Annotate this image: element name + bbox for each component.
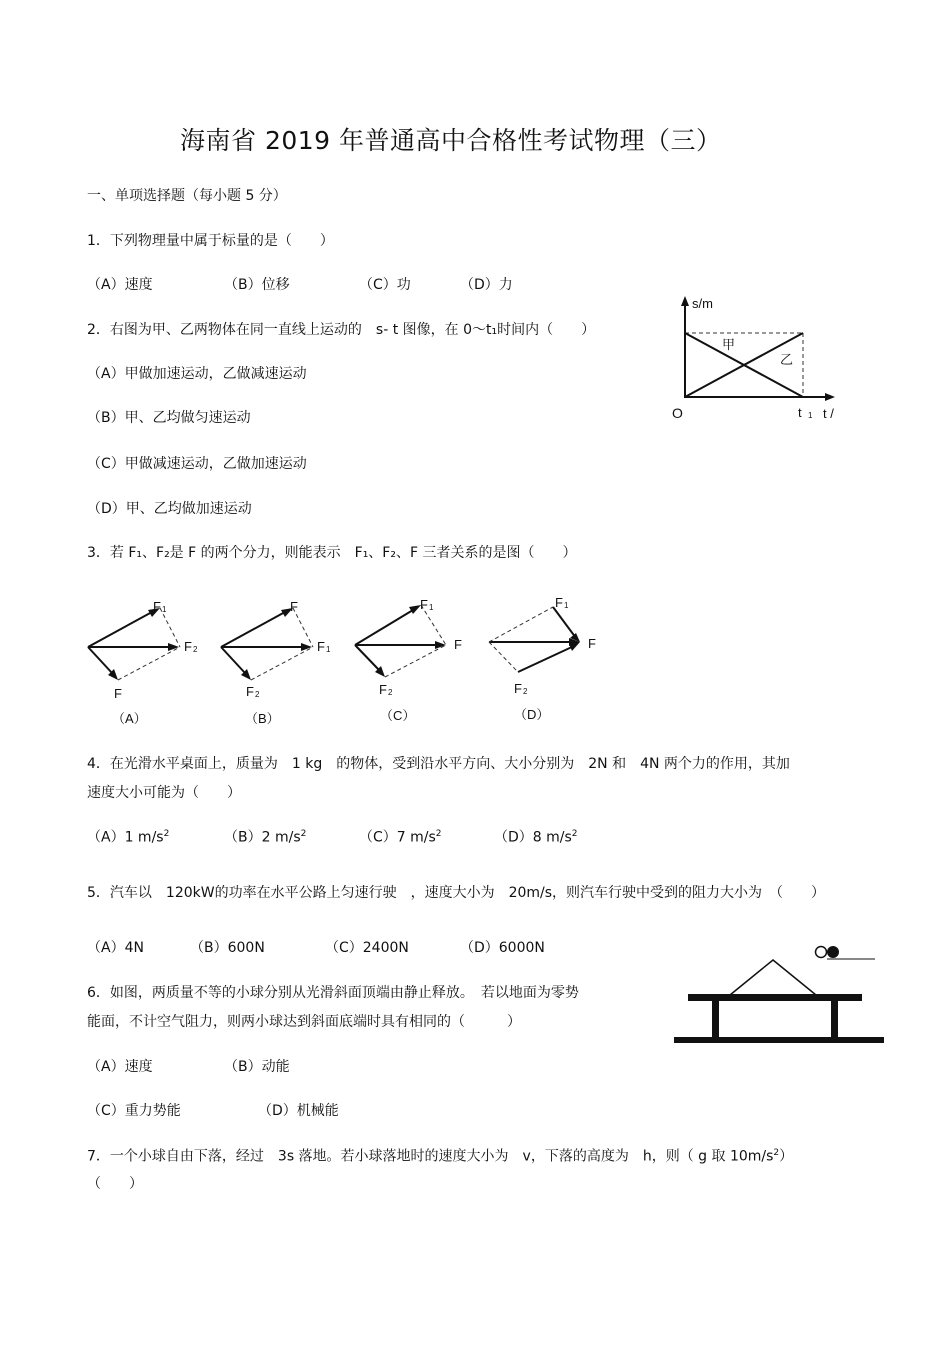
question-7-line-1: 7．一个小球自由下落，经过 3s 落地。若小球落地时的速度大小为 v，下落的高度为 h，则（ g 取 $10m/s^2$） (87, 1148, 794, 1165)
svg-text:1: 1 (162, 605, 167, 614)
y-axis-label: s/m (692, 296, 713, 311)
question-1-option-a: （A）速度 (87, 277, 153, 293)
force-figure-c (347, 590, 487, 725)
incline-table-figure (670, 940, 890, 1050)
svg-text:1: 1 (429, 603, 434, 612)
svg-text:2: 2 (255, 690, 260, 699)
question-1-stem: 1．下列物理量中属于标量的是（ ） (87, 233, 334, 249)
svg-text:F: F (454, 637, 462, 652)
question-5-option-d: （D）6000N (460, 940, 545, 956)
question-4-line-1: 4．在光滑水平桌面上，质量为 1 kg 的物体，受到沿水平方向、大小分别为 2N 和 4N 两个力的作用，其加 (87, 756, 790, 772)
question-6-option-c: （C）重力势能 (87, 1103, 181, 1119)
question-6-line-2: 能面，不计空气阻力，则两小球达到斜面底端时具有相同的（ ） (87, 1014, 521, 1030)
t1-subscript: 1 (808, 411, 813, 420)
st-graph (660, 290, 850, 430)
force-figure-b (213, 595, 353, 730)
light-ball (816, 947, 827, 958)
section-heading: 一、单项选择题（每小题 5 分） (87, 188, 287, 204)
svg-text:（B）: （B） (245, 711, 280, 726)
svg-text:F: F (420, 597, 428, 612)
question-5-stem: 5．汽车以 120kW的功率在水平公路上匀速行驶 ，速度大小为 20m/s，则汽车行驶中受到的阻力大小为 （ ） (87, 885, 826, 901)
svg-text:F: F (317, 639, 325, 654)
page-title: 海南省 2019 年普通高中合格性考试物理（三） (180, 126, 722, 155)
question-6-line-1: 6．如图，两质量不等的小球分别从光滑斜面顶端由静止释放。 若以地面为零势 (87, 985, 579, 1001)
force-figure-a (80, 595, 220, 730)
svg-text:（D）: （D） (514, 707, 550, 722)
svg-text:F: F (290, 599, 298, 614)
svg-text:2: 2 (193, 645, 198, 654)
svg-text:1: 1 (326, 645, 331, 654)
svg-text:2: 2 (523, 687, 528, 696)
t1-label: t (798, 405, 802, 420)
x-axis-label: t / (823, 406, 834, 421)
question-2-option-d: （D）甲、乙均做加速运动 (87, 501, 252, 517)
question-3-stem: 3．若 F₁、F₂是 F 的两个分力，则能表示 F₁、F₂、F 三者关系的是图（ ） (87, 545, 577, 561)
question-1-option-b: （B）位移 (224, 277, 290, 293)
question-6-option-a: （A）速度 (87, 1059, 153, 1075)
heavy-ball (827, 946, 839, 958)
question-4-option-b: （B）2 $m/s^2$ (224, 829, 307, 846)
question-6-option-b: （B）动能 (224, 1059, 290, 1075)
question-1-option-d: （D）力 (460, 277, 513, 293)
question-6-option-d: （D）机械能 (258, 1103, 339, 1119)
question-1-option-c: （C）功 (359, 277, 411, 293)
svg-text:（A）: （A） (112, 711, 147, 726)
question-2-option-a: （A）甲做加速运动，乙做减速运动 (87, 366, 307, 382)
svg-text:F: F (588, 636, 596, 651)
question-4-option-d: （D）8 $m/s^2$ (494, 829, 578, 846)
question-2-option-c: （C）甲做减速运动，乙做加速运动 (87, 456, 307, 472)
question-2-stem: 2．右图为甲、乙两物体在同一直线上运动的 s- t 图像，在 0～t₁时间内（ ） (87, 322, 596, 338)
svg-text:1: 1 (564, 601, 569, 610)
question-5-option-b: （B）600N (190, 940, 265, 956)
svg-text:F: F (379, 682, 387, 697)
question-2-option-b: （B）甲、乙均做匀速运动 (87, 410, 251, 426)
origin-label: O (672, 405, 683, 421)
svg-text:2: 2 (388, 688, 393, 697)
svg-text:F: F (114, 686, 122, 701)
line-yi-label: 乙 (780, 352, 794, 367)
svg-text:F: F (555, 595, 563, 610)
svg-text:F: F (246, 684, 254, 699)
question-4-line-2: 速度大小可能为（ ） (87, 785, 241, 801)
question-4-option-c: （C）7 $m/s^2$ (359, 829, 442, 846)
force-figure-d (481, 590, 621, 725)
svg-text:F: F (514, 681, 522, 696)
question-5-option-a: （A）4N (87, 940, 144, 956)
svg-text:F: F (184, 639, 192, 654)
question-7-line-2: （ ） (87, 1176, 143, 1192)
svg-text:（C）: （C） (380, 708, 416, 723)
line-jia-label: 甲 (722, 337, 736, 352)
svg-text:F: F (153, 599, 161, 614)
question-4-option-a: （A）1 $m/s^2$ (87, 829, 170, 846)
question-5-option-c: （C）2400N (325, 940, 409, 956)
